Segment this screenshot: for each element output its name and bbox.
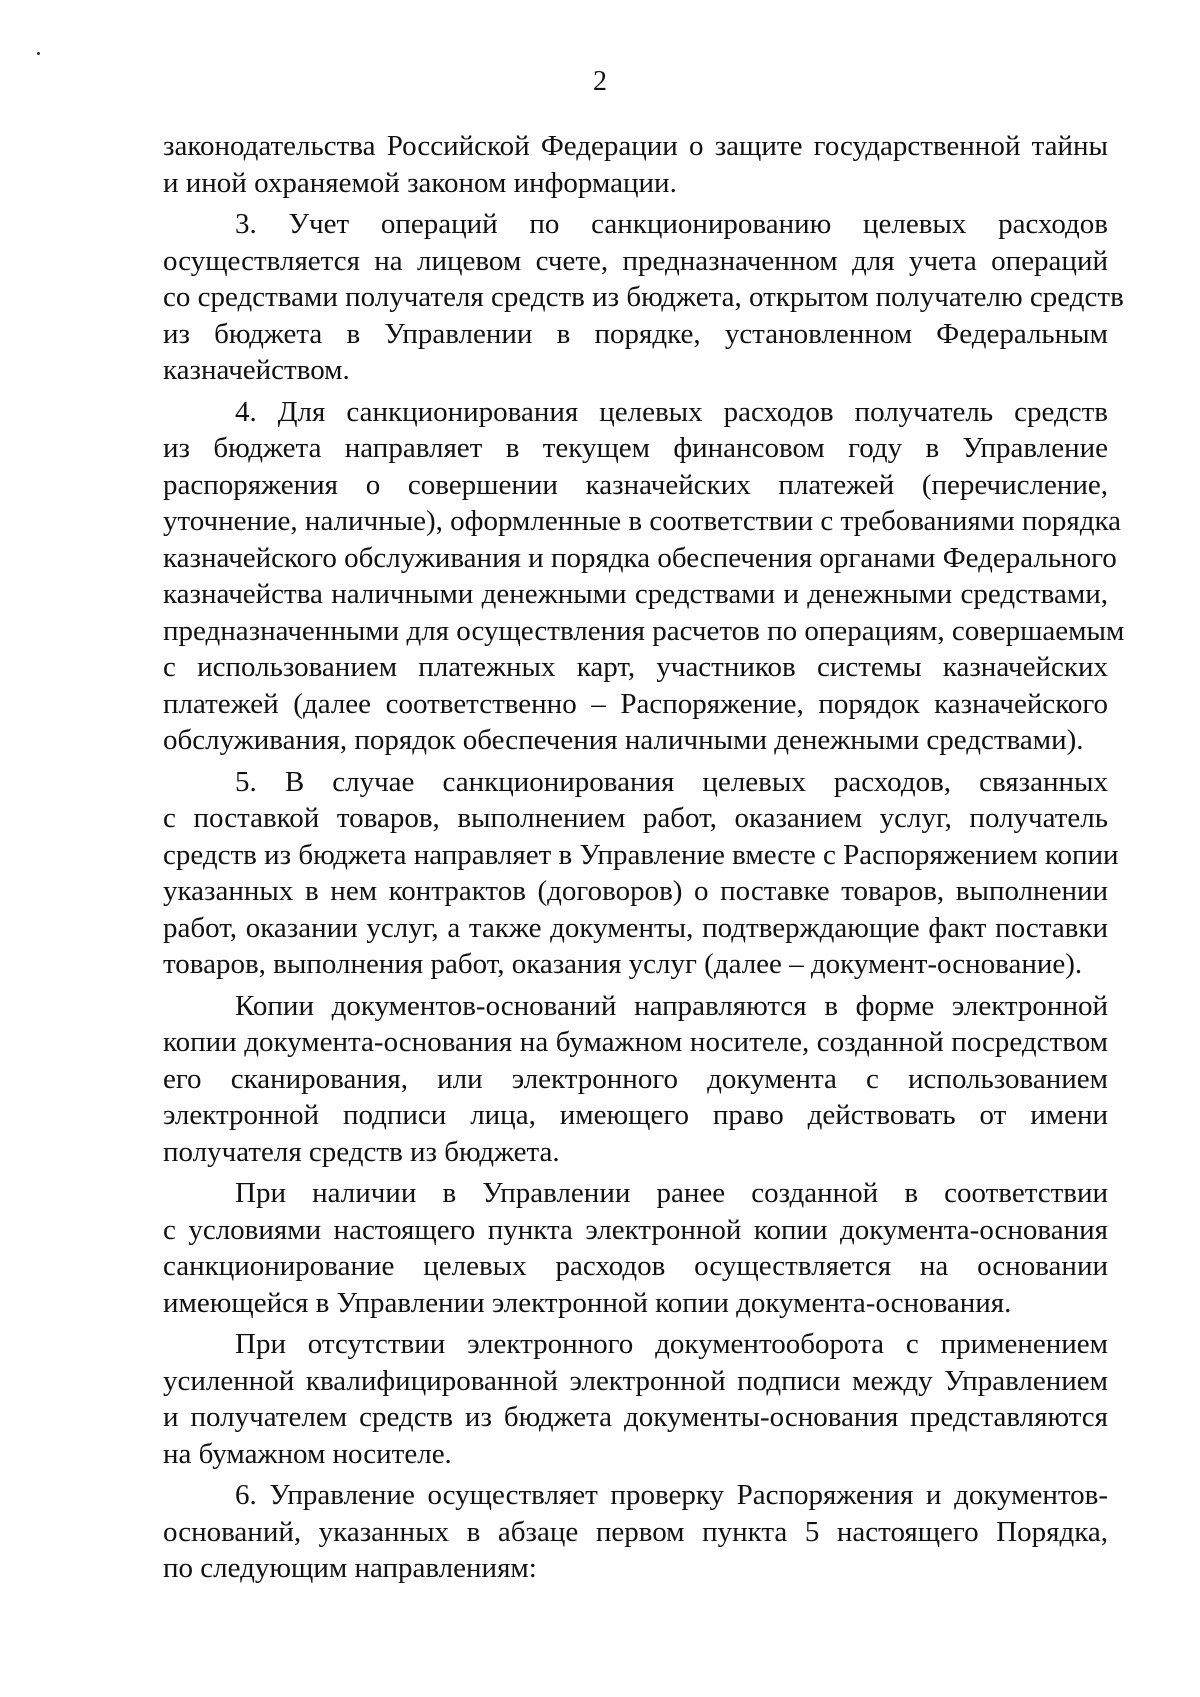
text-line: санкционирование целевых расходов осуществляется на основании (163, 1250, 1108, 1282)
text-line: с использованием платежных карт, участников системы казначейских (163, 651, 1108, 683)
text-line: законодательства Российской Федерации о защите государственной тайны (163, 130, 1108, 162)
text-line: со средствами получателя средств из бюджета, открытом получателю средств (163, 281, 1124, 313)
text-line: 6. Управление осуществляет проверку Распоряжения и документов- (235, 1479, 1108, 1511)
text-line: При наличии в Управлении ранее созданной в соответствии (235, 1177, 1108, 1209)
text-line: оснований, указанных в абзаце первом пункта 5 настоящего Порядка, (163, 1515, 1108, 1548)
scan-speck (37, 52, 40, 55)
text-line: копии документа-основания на бумажном носителе, созданной посредством (163, 1026, 1108, 1058)
document-body (163, 128, 1125, 1587)
text-line: казначейством. (163, 354, 350, 386)
text-line: с условиями настоящего пункта электронной копии документа-основания (163, 1213, 1108, 1246)
text-line: из бюджета направляет в текущем финансовом году в Управление (163, 432, 1108, 464)
text-line: его сканирования, или электронного документа с использованием (163, 1062, 1108, 1095)
text-line: и иной охраняемой законом информации. (163, 166, 677, 199)
text-line: получателя средств из бюджета. (163, 1135, 560, 1168)
text-line: казначейства наличными денежными средствами и денежными средствами, (163, 578, 1108, 610)
text-line: и получателем средств из бюджета документы-основания представляются (163, 1401, 1108, 1433)
text-line: При отсутствии электронного документооборота с применением (235, 1328, 1108, 1360)
text-line: 4. Для санкционирования целевых расходов получатель средств (235, 395, 1108, 428)
text-line: распоряжения о совершении казначейских платежей (перечисление, (163, 468, 1108, 501)
text-line: 3. Учет операций по санкционированию целевых расходов (235, 208, 1108, 240)
text-line: усиленной квалифицированной электронной подписи между Управлением (163, 1364, 1108, 1397)
text-line: осуществляется на лицевом счете, предназначенном для учета операций (163, 244, 1108, 277)
text-line: имеющейся в Управлении электронной копии документа-основания. (163, 1286, 1012, 1319)
text-line: указанных в нем контрактов (договоров) о поставке товаров, выполнении (163, 875, 1108, 907)
text-line: предназначенными для осуществления расчетов по операциям, совершаемым (163, 614, 1125, 647)
text-line: обслуживания, порядок обеспечения наличными денежными средствами). (163, 724, 1084, 756)
text-line: платежей (далее соответственно – Распоряжение, порядок казначейского (163, 687, 1108, 720)
text-line: из бюджета в Управлении в порядке, установленном Федеральным (163, 317, 1108, 350)
text-line: работ, оказании услуг, а также документы, подтверждающие факт поставки (163, 911, 1108, 944)
text-line: средств из бюджета направляет в Управление вместе с Распоряжением копии (163, 838, 1119, 871)
text-line: казначейского обслуживания и порядка обеспечения органами Федерального (163, 541, 1117, 574)
text-line: с поставкой товаров, выполнением работ, оказанием услуг, получатель (163, 802, 1108, 834)
text-line: товаров, выполнения работ, оказания услуг (далее – документ-основание). (163, 948, 1083, 980)
text-line: электронной подписи лица, имеющего право действовать от имени (163, 1099, 1108, 1131)
text-line: уточнение, наличные), оформленные в соответствии с требованиями порядка (163, 505, 1122, 537)
text-line: по следующим направлениям: (163, 1552, 537, 1584)
text-line: на бумажном носителе. (163, 1437, 452, 1470)
page-number: 2 (593, 66, 607, 97)
text-line: Копии документов-оснований направляются в форме электронной (235, 989, 1108, 1022)
text-line: 5. В случае санкционирования целевых расходов, связанных (235, 765, 1108, 798)
